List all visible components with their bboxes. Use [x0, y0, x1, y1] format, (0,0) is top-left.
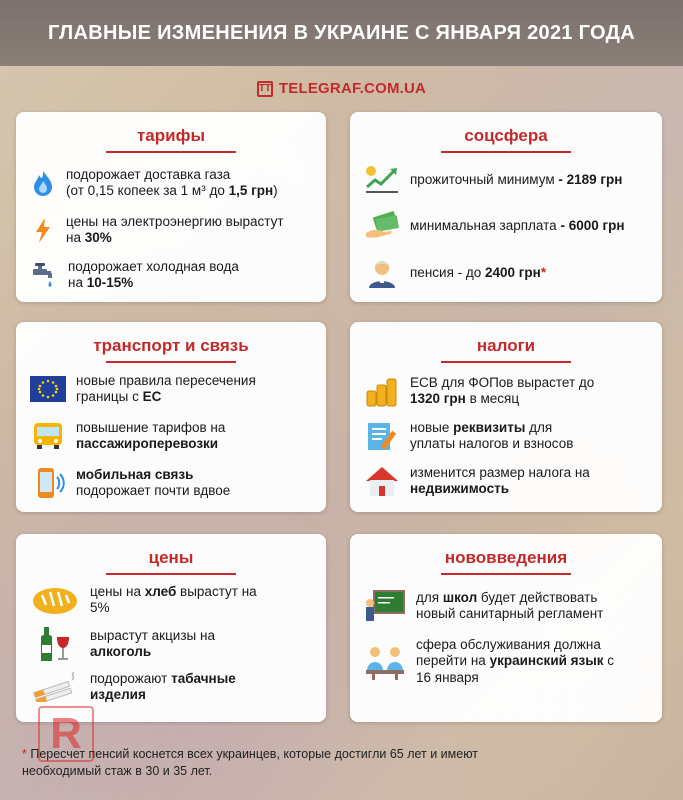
- money-hand-icon: [364, 211, 400, 241]
- list-item: мобильная связь подорожает почти вдвое: [30, 467, 312, 500]
- list-item: новые реквизиты для уплаты налогов и взносов: [364, 420, 648, 453]
- list-item: ЕСВ для ФОПов вырастет до 1320 грн в месяц: [364, 375, 648, 408]
- card-title: тарифы: [30, 126, 312, 153]
- list-item: пенсия - до 2400 грн*: [364, 257, 648, 289]
- watermark-logo: R: [38, 706, 94, 762]
- list-item: для школ будет действовать новый санитарный регламент: [364, 589, 648, 623]
- page-title: ГЛАВНЫЕ ИЗМЕНЕНИЯ В УКРАИНЕ С ЯНВАРЯ 2021 ГОДА: [48, 21, 635, 44]
- list-item: цены на хлеб вырастут на 5%: [30, 583, 312, 617]
- water-tap-icon: [30, 261, 58, 289]
- list-item: цены на электроэнергию вырастут на 30%: [30, 214, 312, 247]
- house-icon: [364, 465, 400, 497]
- card-innovations: [350, 534, 662, 722]
- alcohol-icon: [30, 625, 80, 663]
- bread-icon: [30, 583, 80, 617]
- card-title: налоги: [364, 336, 648, 363]
- mobile-phone-icon: [30, 467, 66, 499]
- list-item: новые правила пересечения границы с ЕС: [30, 373, 312, 406]
- card-title: нововведения: [364, 548, 648, 575]
- brand-name: TELEGRAF.COM.UA: [278, 80, 427, 97]
- list-item: сфера обслуживания должна перейти на украинский язык с 16 января: [364, 637, 648, 686]
- list-item: изменится размер налога на недвижимость: [364, 465, 648, 498]
- list-item: подорожает доставка газа (от 0,15 копеек за 1 м³ до 1,5 грн): [30, 167, 312, 200]
- card-title: транспорт и связь: [30, 336, 312, 363]
- pensioner-icon: [364, 257, 400, 289]
- list-item: минимальная зарплата - 6000 грн: [364, 211, 648, 241]
- service-people-icon: [364, 643, 406, 681]
- growth-chart-icon: [364, 165, 400, 195]
- card-prices: [16, 534, 326, 722]
- header-bar: [0, 0, 683, 66]
- telegraf-logo-icon: TT: [257, 81, 273, 97]
- cigarettes-icon: [30, 672, 80, 702]
- lightning-icon: [30, 216, 56, 244]
- list-item: прожиточный минимум - 2189 грн: [364, 165, 648, 195]
- brand[interactable]: [0, 80, 683, 97]
- card-social: [350, 112, 662, 302]
- card-title: цены: [30, 548, 312, 575]
- list-item: подорожают табачные изделия: [30, 671, 312, 704]
- footnote: * Пересчет пенсий коснется всех украинцев, которые достигли 65 лет и имеют необходимый стаж в 30 и 35 лет.: [22, 747, 479, 778]
- bus-icon: [30, 421, 66, 451]
- card-tariffs: [16, 112, 326, 302]
- gas-flame-icon: [30, 169, 56, 197]
- document-pen-icon: [364, 420, 400, 452]
- school-board-icon: [364, 589, 406, 623]
- card-taxes: [350, 322, 662, 512]
- card-transport: [16, 322, 326, 512]
- list-item: вырастут акцизы на алкоголь: [30, 625, 312, 663]
- list-item: подорожает холодная вода на 10-15%: [30, 259, 312, 292]
- card-title: соцсфера: [364, 126, 648, 153]
- list-item: повышение тарифов на пассажироперевозки: [30, 420, 312, 453]
- coins-icon: [364, 375, 400, 407]
- eu-flag-icon: [30, 376, 66, 402]
